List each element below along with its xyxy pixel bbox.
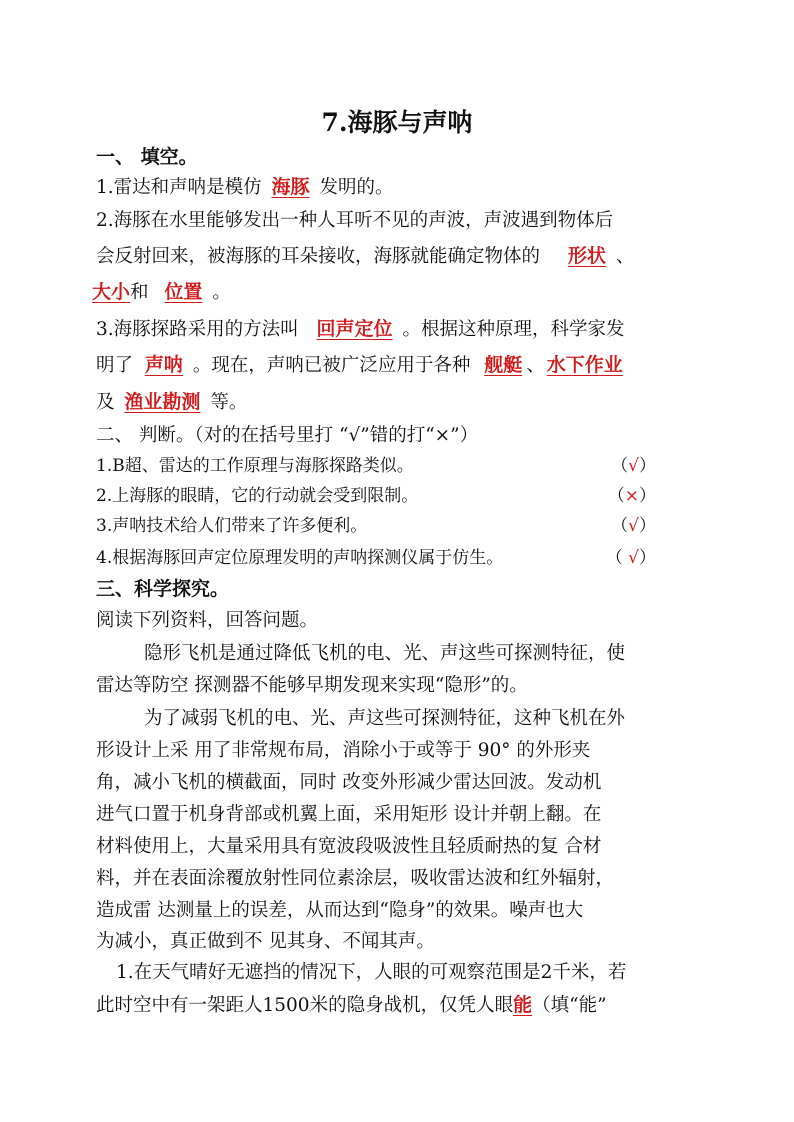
judge-answer (611, 453, 656, 479)
bracket-open: （ (611, 516, 629, 536)
fill-question-3-line-2 (96, 352, 625, 379)
answer-shape: 形状 (567, 245, 606, 267)
judge-text: 4.根据海豚回声定位原理发明的声呐探测仪属于仿生。 (96, 548, 504, 568)
judge-item-1 (96, 453, 656, 479)
bracket-open: （ (611, 456, 629, 476)
question-text: 1.雷达和声呐是模仿 (96, 177, 262, 198)
inquiry-question-1-line-1: 1.在天气晴好无遮挡的情况下，人眼的可观察范围是2千米，若 (116, 962, 627, 983)
passage-line: 材料使用上，大量采用具有宽波段吸波性且轻质耐热的复 合材 (96, 836, 602, 857)
question-text: 会反射回来，被海豚的耳朵接收，海豚就能确定物体的 (96, 246, 541, 267)
question-text: 。现在，声呐已被广泛应用于各种 (192, 355, 471, 376)
fill-question-3-line-3 (96, 389, 247, 416)
question-text: 及 (96, 392, 115, 413)
question-text: 。根据这种原理，科学家发 (402, 319, 625, 340)
bracket-close: ） (639, 456, 656, 476)
passage-line: 角，减小飞机的横截面，同时 改变外形减少雷达回波。发动机 (96, 772, 602, 793)
inquiry-question-1-line-2 (96, 992, 607, 1019)
section-3-heading: 三、科学探究。 (96, 578, 230, 600)
question-text: 此时空中有一架距人1500米的隐身战机，仅凭人眼 (96, 995, 514, 1016)
bracket-close: ） (639, 486, 656, 506)
judge-answer (606, 545, 656, 571)
check-mark-icon: √ (628, 548, 639, 568)
section-1-heading: 一、 填空。 (96, 146, 198, 168)
check-mark-icon: √ (628, 456, 639, 476)
judge-text: 2.上海豚的眼睛，它的行动就会受到限制。 (96, 486, 419, 506)
bracket-close: ） (639, 516, 656, 536)
passage-line: 进气口置于机身背部或机翼上面，采用矩形 设计并朝上翻。在 (96, 804, 602, 825)
answer-fishery-survey: 渔业勘测 (124, 391, 201, 413)
answer-size: 大小 (92, 281, 131, 303)
passage-line: 造成雷 达测量上的误差，从而达到“隐身”的效果。噪声也大 (96, 900, 584, 921)
answer-can: 能 (513, 994, 533, 1016)
passage-line: 为减小，真正做到不 见其身、不闻其声。 (96, 931, 435, 952)
passage-line: 隐形飞机是通过降低飞机的电、光、声这些可探测特征，使 (144, 643, 626, 664)
answer-dolphin: 海豚 (271, 176, 310, 198)
judge-item-2 (96, 483, 656, 509)
bracket-open: （ (607, 486, 625, 506)
answer-sonar: 声呐 (144, 354, 183, 376)
question-text: 等。 (210, 392, 248, 413)
fill-question-2-line-2 (96, 243, 634, 270)
question-text: 和 (130, 282, 149, 303)
page-title: 7.海豚与声呐 (321, 108, 473, 137)
cross-mark-icon: × (624, 486, 639, 506)
passage-line: 料，并在表面涂覆放射性同位素涂层，吸收雷达波和红外辐射， (96, 868, 615, 889)
answer-position: 位置 (164, 281, 203, 303)
bracket-close: ） (639, 548, 656, 568)
judge-item-4 (96, 545, 656, 571)
separator: 、 (526, 355, 545, 376)
fill-question-2-line-1: 2.海豚在水里能够发出一种人耳听不见的声波，声波遇到物体后 (96, 210, 614, 231)
judge-text: 3.声呐技术给人们带来了许多便利。 (96, 516, 368, 536)
section-2-heading: 二、 判断。（对的在括号里打 “√”错的打“×”） (96, 425, 479, 446)
fill-question-3-line-1 (96, 316, 624, 343)
check-mark-icon: √ (628, 516, 639, 536)
answer-underwater-work: 水下作业 (546, 354, 623, 376)
question-text: 明了 (96, 355, 134, 376)
question-text: （填“能” (532, 995, 607, 1016)
fill-question-1 (96, 174, 393, 201)
question-text: 。 (212, 282, 231, 303)
answer-warships: 舰艇 (484, 354, 523, 376)
question-text: 3.海豚探路采用的方法叫 (96, 319, 299, 340)
judge-text: 1.B超、雷达的工作原理与海豚探路类似。 (96, 456, 414, 476)
separator: 、 (615, 246, 635, 267)
answer-echolocation: 回声定位 (316, 318, 393, 340)
fill-question-2-line-3 (92, 279, 231, 306)
judge-answer (608, 483, 656, 509)
judge-item-3 (96, 513, 656, 539)
judge-answer (611, 513, 656, 539)
passage-line: 形设计上采 用了非常规布局，消除小于或等于 90° 的外形夹 (96, 740, 591, 761)
passage-line: 为了减弱飞机的电、光、声这些可探测特征，这种飞机在外 (144, 708, 626, 729)
reading-intro: 阅读下列资料，回答问题。 (96, 610, 319, 631)
passage-line: 雷达等防空 探测器不能够早期发现来实现“隐形”的。 (96, 675, 528, 696)
question-text: 发明的。 (319, 177, 394, 198)
bracket-open: （ (605, 548, 629, 568)
